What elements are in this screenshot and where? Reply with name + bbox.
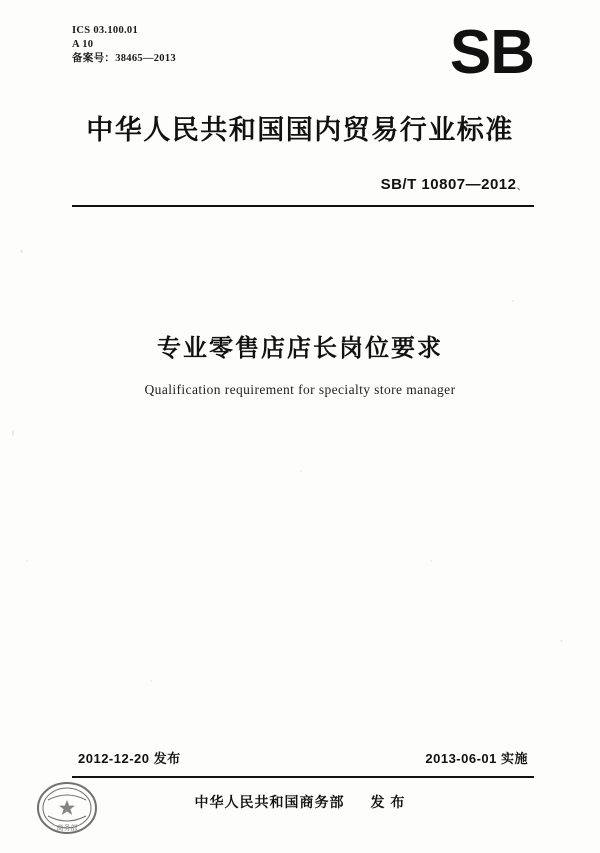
issue-date: 2012-12-20 发布	[78, 751, 181, 766]
paper-speck	[430, 560, 432, 562]
standard-number-text: SB/T 10807—2012	[380, 176, 517, 193]
divider-top	[72, 205, 534, 207]
document-title-cn: 专业零售店店长岗位要求	[157, 335, 443, 362]
paper-speck	[150, 680, 152, 682]
paper-speck	[12, 430, 14, 436]
record-number: 备案号：38465—2013	[72, 53, 176, 64]
paper-speck	[20, 250, 23, 253]
document-title-en: Qualification requirement for specialty store manager	[144, 382, 456, 397]
publisher-action: 发 布	[370, 794, 406, 810]
paper-speck	[300, 470, 302, 472]
official-seal-icon	[36, 780, 98, 836]
header-codes	[72, 24, 176, 66]
implementation-date: 2013-06-01 实施	[425, 751, 528, 766]
ics-code: ICS 03.100.01	[72, 25, 139, 36]
standard-number-mark: 、	[516, 180, 528, 192]
paper-speck	[26, 560, 28, 562]
standard-number	[381, 176, 528, 193]
classification-code: A 10	[72, 39, 94, 50]
national-standard-title: 中华人民共和国国内贸易行业标准	[86, 115, 514, 145]
divider-bottom	[72, 776, 534, 778]
publisher-name: 中华人民共和国商务部	[194, 794, 345, 810]
paper-speck	[512, 300, 514, 302]
svg-text:商务部: 商务部	[56, 825, 78, 832]
sb-logo: SB	[449, 18, 534, 87]
paper-speck	[560, 640, 563, 642]
